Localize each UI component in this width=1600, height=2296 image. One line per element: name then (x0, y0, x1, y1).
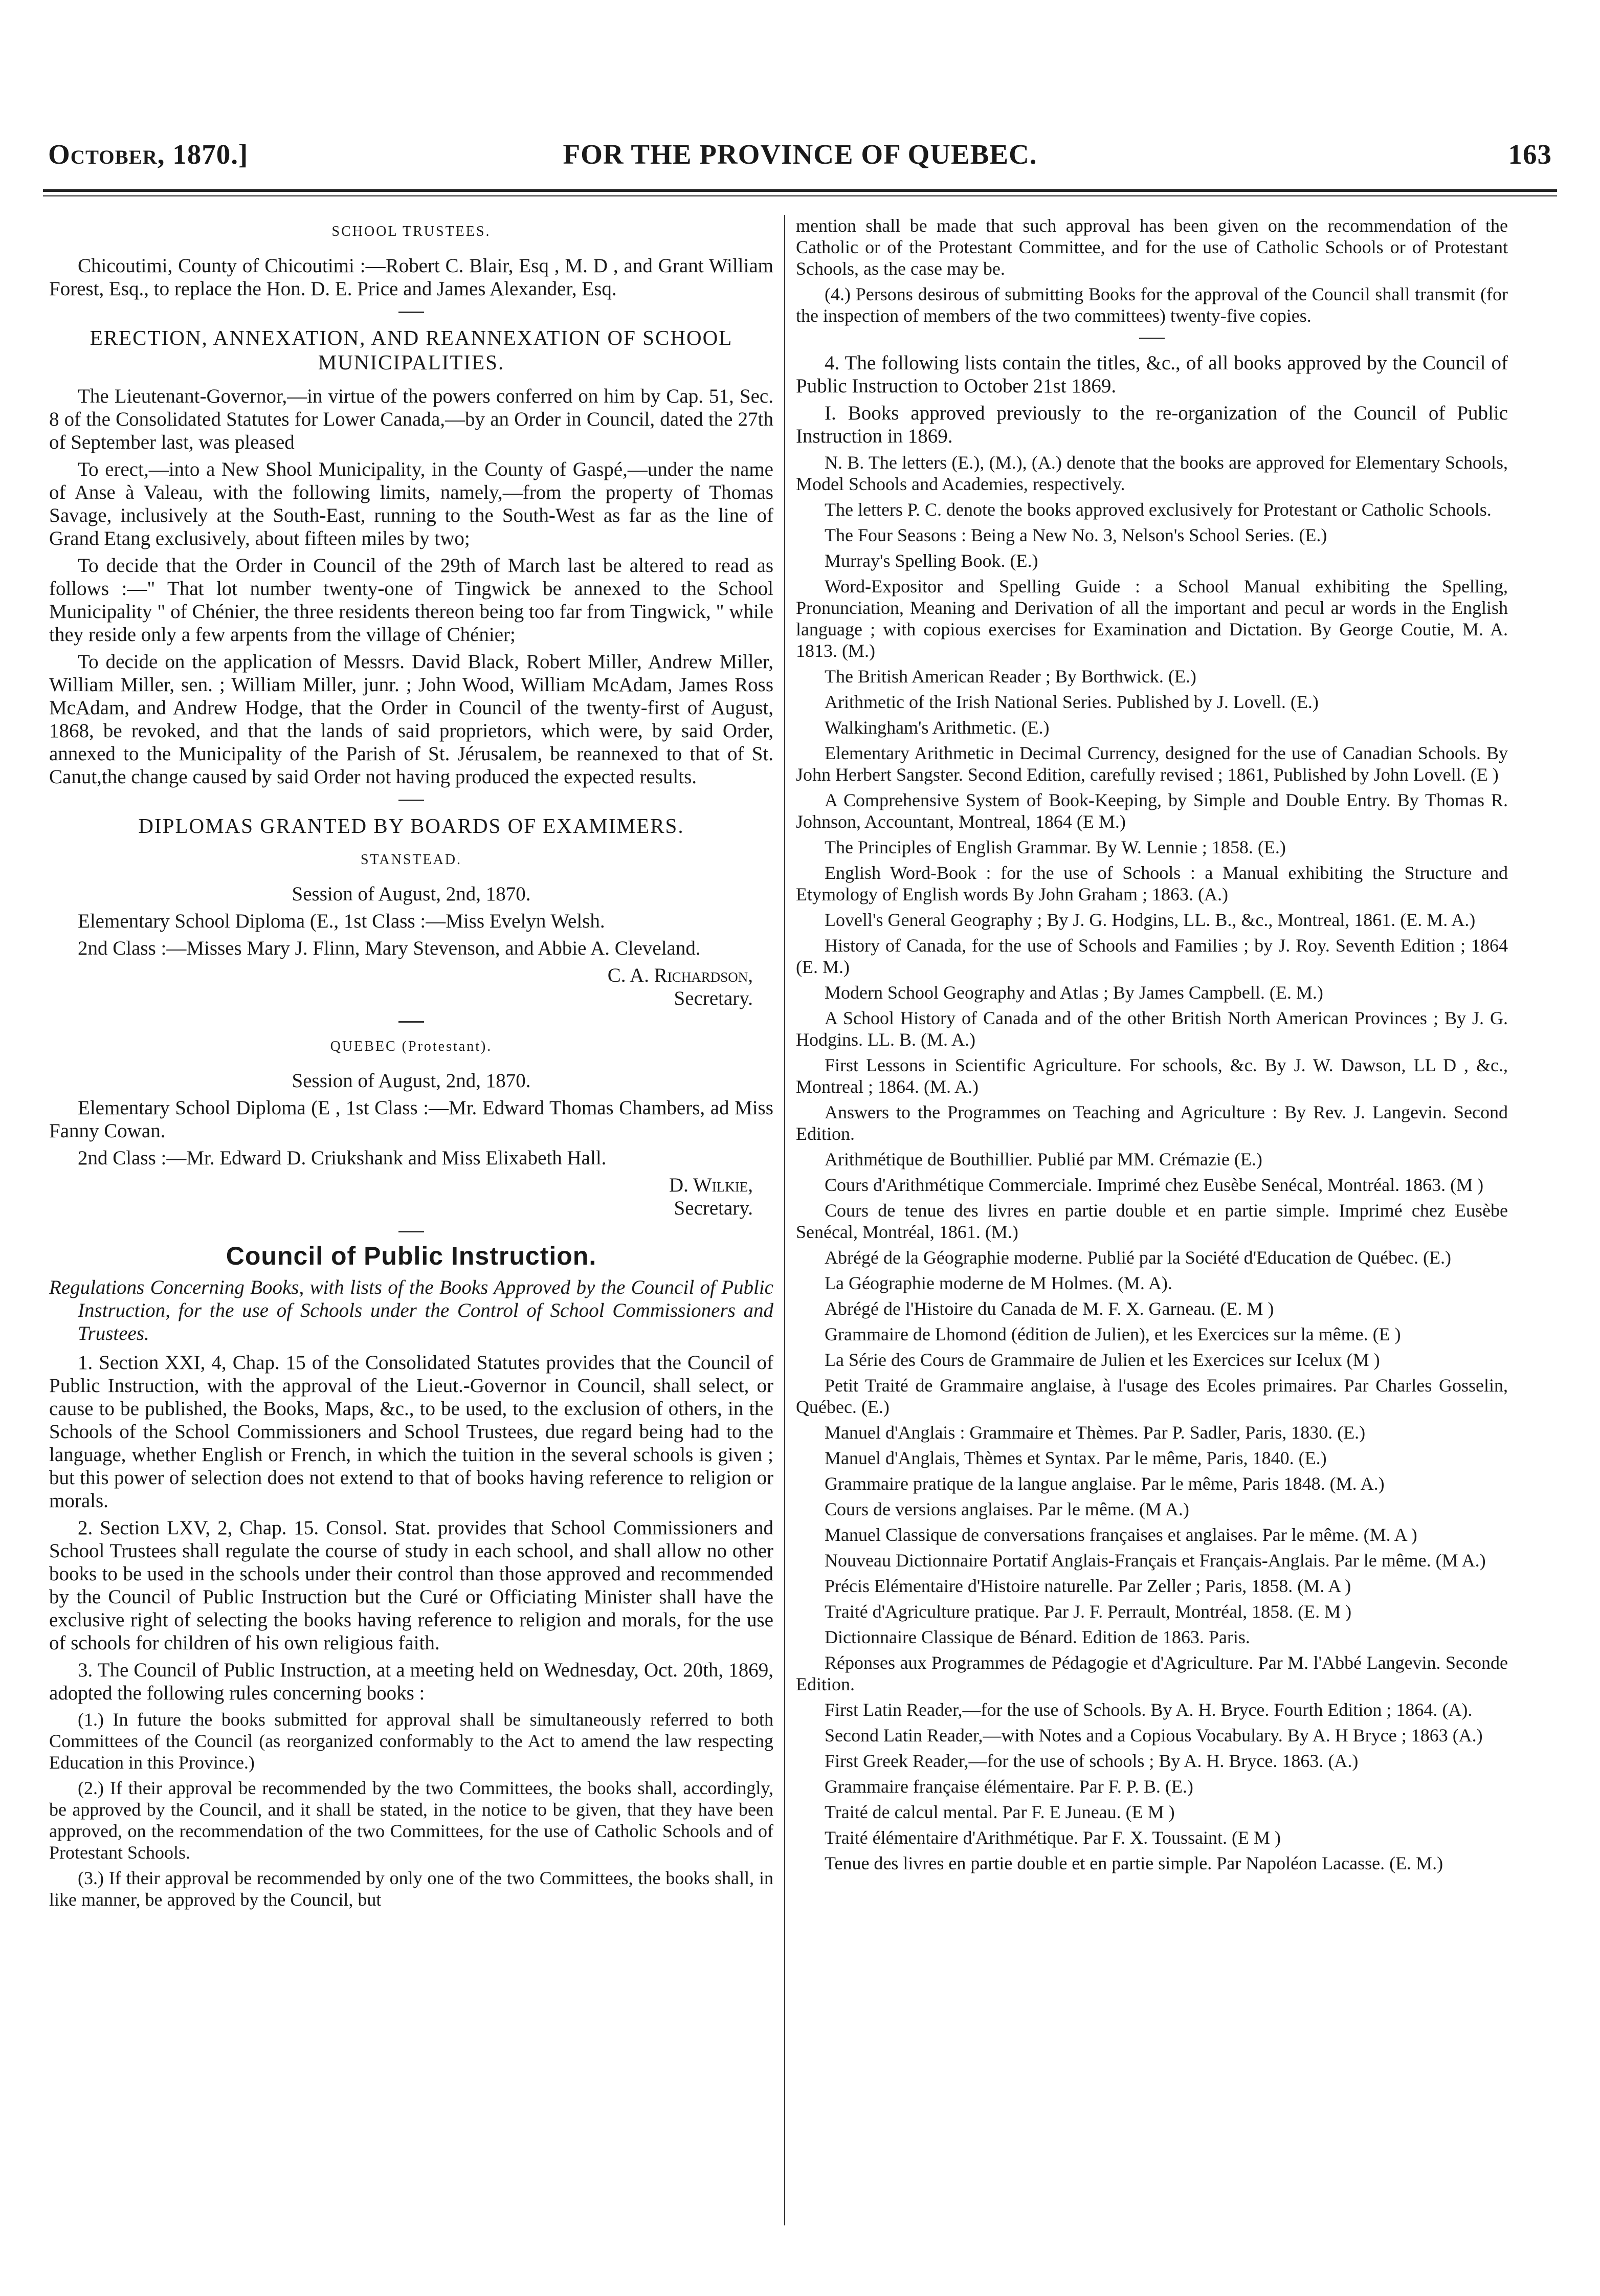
page-number: 163 (1508, 139, 1552, 170)
book-entry: Lovell's General Geography ; By J. G. Hodgins, LL. B., &c., Montreal, 1861. (E. M. A.) (825, 910, 1476, 930)
diplomas-heading: DIPLOMAS GRANTED BY BOARDS OF EXAMIMERS. (138, 814, 684, 837)
book-entry: Petit Traité de Grammaire anglaise, à l'usage des Ecoles primaires. Par Charles Gosselin, Québec. (E.) (796, 1375, 1508, 1417)
separator (398, 1021, 424, 1023)
header-rule-thin (43, 195, 1557, 196)
book-entry: A School History of Canada and of the other British North American Provinces ; By J. G. Hodgins. LL. B. (M. A.) (796, 1008, 1508, 1050)
council-subtitle: Regulations Concerning Books, with lists of the Books Approved by the Council of Public Instruction, for the use of Schools under the Control of School Commissioners and Trustees. (49, 1276, 773, 1344)
book-entry: Walkingham's Arithmetic. (E.) (825, 717, 1050, 738)
quebec-first-class: Elementary School Diploma (E , 1st Class :—Mr. Edward Thomas Chambers, ad Miss Fanny Cowan. (49, 1097, 773, 1142)
quebec-signature-title: Secretary. (674, 1197, 753, 1219)
book-entry: Grammaire de Lhomond (édition de Julien), et les Exercices sur la même. (E ) (825, 1324, 1401, 1344)
book-entry: Précis Elémentaire d'Histoire naturelle. Par Zeller ; Paris, 1858. (M. A ) (825, 1576, 1351, 1596)
book-entry: Elementary Arithmetic in Decimal Currency, designed for the use of Canadian Schools. By John Herbert Sangster. Second Edition, carefully revised ; 1861, Published by John Lovell. (E ) (796, 743, 1508, 785)
book-entry: Manuel Classique de conversations françaises et anglaises. Par le même. (M. A ) (825, 1525, 1417, 1545)
book-entry: Cours de versions anglaises. Par le même. (M A.) (825, 1499, 1189, 1519)
stanstead-first-class: Elementary School Diploma (E., 1st Class :—Miss Evelyn Welsh. (78, 910, 605, 932)
column-divider (784, 215, 785, 2225)
section-4-list-i: I. Books approved previously to the re-organization of the Council of Public Instruction in 1869. (796, 402, 1508, 447)
book-entry: A Comprehensive System of Book-Keeping, by Simple and Double Entry. By Thomas R. Johnson, Accountant, Montreal, 1864 (E M.) (796, 790, 1508, 832)
book-entry: First Lessons in Scientific Agriculture. For schools, &c. By J. W. Dawson, LL D , &c., Montreal ; 1864. (M. A.) (796, 1055, 1508, 1097)
quebec-heading: QUEBEC (Protestant). (330, 1039, 493, 1054)
quebec-signature-name: D. Wilkie, (669, 1174, 753, 1196)
erection-paragraph-3: To decide that the Order in Council of the 29th of March last be altered to read as follows :—" That lot number twenty-one of Tingwick be annexed to the School Municipality " of Chénier, the three residents thereon being too far from Tingwick, " while they reside only a few arpents from the village of Chénier; (49, 555, 773, 646)
left-column (49, 215, 773, 1914)
rule-4: (4.) Persons desirous of submitting Books for the approval of the Council shall transmit (for the inspection of members of the two committees) twenty-five copies. (796, 284, 1508, 326)
book-entry: Modern School Geography and Atlas ; By James Campbell. (E. M.) (825, 982, 1323, 1003)
book-entry: Abrégé de l'Histoire du Canada de M. F. X. Garneau. (E. M ) (825, 1298, 1274, 1319)
book-entry: Traité d'Agriculture pratique. Par J. F. Perrault, Montréal, 1858. (E. M ) (825, 1601, 1352, 1622)
stanstead-signature-title: Secretary. (674, 987, 753, 1009)
rule-3-continued: mention shall be made that such approval has been given on the recommendation of the Catholic or of the Protestant Committee, and for the use of Catholic Schools or of Protestant Schools, as the case may be. (796, 215, 1508, 279)
approved-books-list (796, 524, 1508, 1874)
book-entry: First Greek Reader,—for the use of schools ; By A. H. Bryce. 1863. (A.) (825, 1751, 1359, 1771)
book-entry: Cours de tenue des livres en partie double et en partie simple. Imprimé chez Eusèbe Senécal, Montréal, 1861. (M.) (796, 1200, 1508, 1242)
rule-2: (2.) If their approval be recommended by the two Committees, the books shall, accordingly, be approved by the Council, and it shall be stated, in the notice to be given, that they have been approved, on the recommendation of the two Committees, for the use of Catholic Schools and of Protestant Schools. (49, 1778, 773, 1863)
header-date: October, 1870.] (48, 139, 249, 170)
book-entry: Cours d'Arithmétique Commerciale. Imprimé chez Eusèbe Senécal, Montréal. 1863. (M ) (825, 1175, 1484, 1195)
rule-1: (1.) In future the books submitted for approval shall be simultaneously referred to both Committees of the Council (as reorganized conformably to the Act to amend the law respecting Education in this Province.) (49, 1709, 773, 1773)
book-entry: Manuel d'Anglais, Thèmes et Syntax. Par le même, Paris, 1840. (E.) (825, 1448, 1327, 1468)
school-trustees-heading: SCHOOL TRUSTEES. (331, 224, 491, 239)
book-entry: Réponses aux Programmes de Pédagogie et d'Agriculture. Par M. l'Abbé Langevin. Seconde Edition. (796, 1652, 1508, 1694)
section-4-paragraph: 4. The following lists contain the titles, &c., of all books approved by the Council of Public Instruction to October 21st 1869. (796, 352, 1508, 397)
book-entry: Traité élémentaire d'Arithmétique. Par F. X. Toussaint. (E M ) (825, 1827, 1281, 1848)
book-entry: Dictionnaire Classique de Bénard. Edition de 1863. Paris. (825, 1627, 1250, 1647)
header-title: FOR THE PROVINCE OF QUEBEC. (563, 139, 1037, 170)
book-entry: Traité de calcul mental. Par F. E Juneau. (E M ) (825, 1802, 1175, 1822)
chicoutimi-paragraph: Chicoutimi, County of Chicoutimi :—Robert C. Blair, Esq , M. D , and Grant William Forest, Esq., to replace the Hon. D. E. Price and James Alexander, Esq. (49, 255, 773, 300)
stanstead-heading: STANSTEAD. (360, 852, 462, 868)
book-entry: Grammaire pratique de la langue anglaise. Par le même, Paris 1848. (M. A.) (825, 1473, 1385, 1494)
erection-paragraph-4: To decide on the application of Messrs. David Black, Robert Miller, Andrew Miller, William Miller, sen. ; William Miller, junr. ; John Wood, William McAdam, James Ross McAdam, and Andrew Hodge, that the Order in Council of the twenty-first of August, 1868, be revoked, and that the lands of said proprietors, which were, by said Order, annexed to the Municipality of the Parish of St. Jérusalem, be reannexed to that of St. Canut,the change caused by said Order not having produced the expected results. (49, 651, 773, 788)
quebec-second-class: 2nd Class :—Mr. Edward D. Criukshank and Miss Elixabeth Hall. (78, 1147, 607, 1169)
book-entry: Manuel d'Anglais : Grammaire et Thèmes. Par P. Sadler, Paris, 1830. (E.) (825, 1422, 1366, 1443)
separator (398, 800, 424, 801)
erection-heading: ERECTION, ANNEXATION, AND REANNEXATION OF SCHOOL MUNICIPALITIES. (90, 326, 733, 374)
right-column (796, 215, 1508, 1878)
book-entry: History of Canada, for the use of Schools and Families ; by J. Roy. Seventh Edition ; 1864 (E. M.) (796, 935, 1508, 977)
book-entry: La Géographie moderne de M Holmes. (M. A). (825, 1273, 1172, 1293)
quebec-session: Session of August, 2nd, 1870. (292, 1070, 531, 1092)
book-entry: First Latin Reader,—for the use of Schools. By A. H. Bryce. Fourth Edition ; 1864. (A). (825, 1699, 1473, 1720)
separator (1139, 338, 1165, 339)
separator (398, 1231, 424, 1232)
book-entry: Nouveau Dictionnaire Portatif Anglais-Français et Français-Anglais. Par le même. (M A.) (825, 1550, 1486, 1571)
header-rule-thick (43, 189, 1557, 192)
book-entry: Arithmétique de Bouthillier. Publié par MM. Crémazie (E.) (825, 1149, 1262, 1169)
book-entry: The British American Reader ; By Borthwick. (E.) (825, 666, 1196, 687)
erection-paragraph-1: The Lieutenant-Governor,—in virtue of the powers conferred on him by Cap. 51, Sec. 8 of the Consolidated Statutes for Lower Canada,—by an Order in Council, dated the 27th of September last, was pleased (49, 385, 773, 453)
book-entry: Answers to the Programmes on Teaching and Agriculture : By Rev. J. Langevin. Second Edition. (796, 1102, 1508, 1144)
stanstead-session: Session of August, 2nd, 1870. (292, 883, 531, 905)
book-entry: Tenue des livres en partie double et en partie simple. Par Napoléon Lacasse. (E. M.) (825, 1853, 1443, 1873)
book-entry: Grammaire française élémentaire. Par F. P. B. (E.) (825, 1776, 1193, 1797)
page-header (43, 138, 1557, 184)
stanstead-second-class: 2nd Class :—Misses Mary J. Flinn, Mary Stevenson, and Abbie A. Cleveland. (78, 937, 701, 959)
book-entry: Murray's Spelling Book. (E.) (825, 550, 1038, 571)
nota-bene: N. B. The letters (E.), (M.), (A.) denote that the books are approved for Elementary Schools, Model Schools and Academies, respectively. (796, 452, 1508, 494)
stanstead-signature-name: C. A. Richardson, (607, 964, 753, 986)
council-paragraph-1: 1. Section XXI, 4, Chap. 15 of the Consolidated Statutes provides that the Council of Public Instruction, with the approval of the Lieut.-Governor in Council, shall select, or cause to be published, the Books, Maps, &c., to be used, to the exclusion of others, in the Schools of the School Commissioners and School Trustees, due regard being had to the language, whether English or French, in which the tuition in the several schools is given ; but this power of selection does not extend to that of books having reference to religion or morals. (49, 1352, 773, 1512)
council-paragraph-3: 3. The Council of Public Instruction, at a meeting held on Wednesday, Oct. 20th, 1869, adopted the following rules concerning books : (49, 1659, 773, 1704)
book-entry: Arithmetic of the Irish National Series. Published by J. Lovell. (E.) (825, 692, 1319, 712)
book-entry: Word-Expositor and Spelling Guide : a School Manual exhibiting the Spelling, Pronunciation, Meaning and Derivation of all the important and pecul ar words in the English language ; with copious exercises for Examination and Dictation. By George Coutie, M. A. 1813. (M.) (796, 576, 1508, 661)
book-entry: Second Latin Reader,—with Notes and a Copious Vocabulary. By A. H Bryce ; 1863 (A.) (825, 1725, 1483, 1746)
book-entry: The Principles of English Grammar. By W. Lennie ; 1858. (E.) (825, 837, 1286, 857)
book-entry: La Série des Cours de Grammaire de Julien et les Exercices sur Icelux (M ) (825, 1350, 1380, 1370)
council-heading: Council of Public Instruction. (226, 1242, 597, 1270)
erection-paragraph-2: To erect,—into a New Shool Municipality, in the County of Gaspé,—under the name of Anse à Valeau, with the following limits, namely,—from the property of Thomas Savage, inclusively at the South-East, running to the South-West as far as the line of Grand Etang exclusively, about fifteen miles by two; (49, 458, 773, 549)
book-entry: English Word-Book : for the use of Schools : a Manual exhibiting the Structure and Etymology of English words By John Graham ; 1863. (A.) (796, 863, 1508, 904)
book-entry: The Four Seasons : Being a New No. 3, Nelson's School Series. (E.) (825, 525, 1327, 545)
book-entry: Abrégé de la Géographie moderne. Publié par la Société d'Education de Québec. (E.) (825, 1247, 1452, 1268)
separator (398, 312, 424, 313)
pc-note: The letters P. C. denote the books approved exclusively for Protestant or Catholic Schools. (825, 499, 1492, 520)
rule-3: (3.) If their approval be recommended by only one of the two Committees, the books shall, in like manner, be approved by the Council, but (49, 1868, 773, 1910)
council-paragraph-2: 2. Section LXV, 2, Chap. 15. Consol. Stat. provides that School Commissioners and School Trustees shall regulate the course of study in each school, and shall allow no other books to be used in the schools under their control than those approved and recommended by the Council of Public Instruction but the Curé or Officiating Minister shall have the exclusive right of selecting the books having reference to religion and morals, for the use of schools for children of his own religious faith. (49, 1517, 773, 1654)
